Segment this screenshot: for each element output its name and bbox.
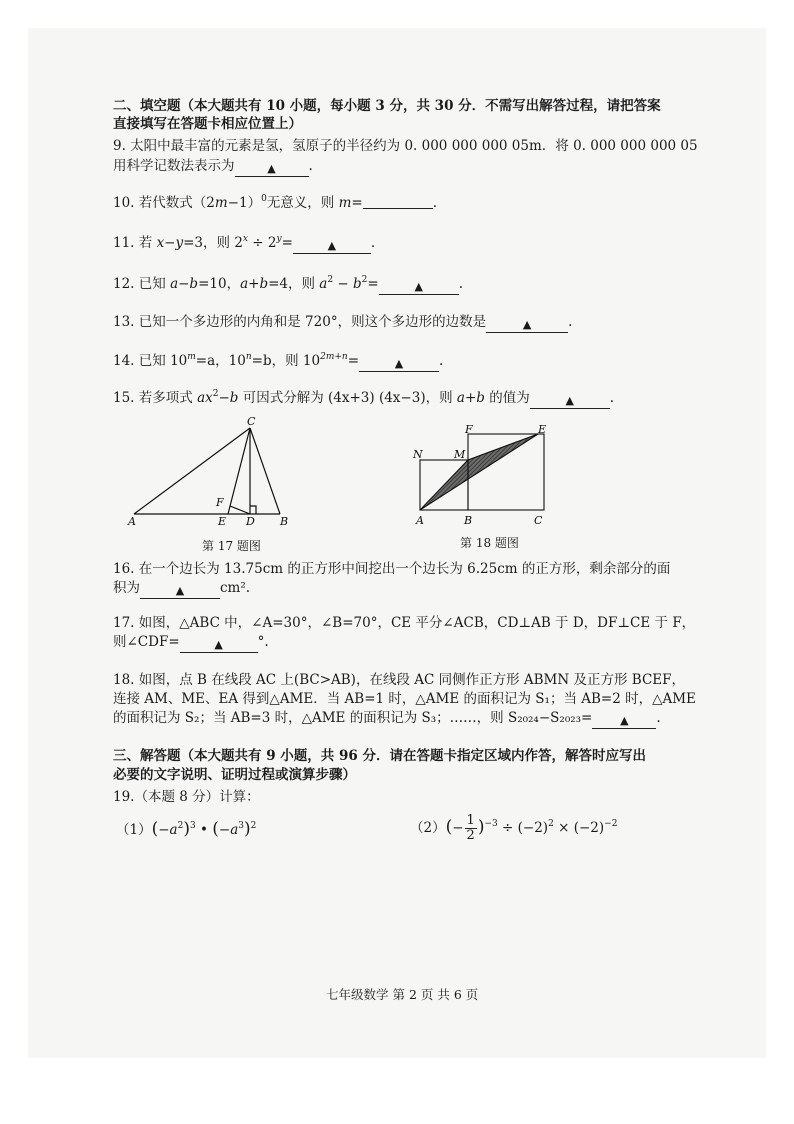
question-18-line1: 18. 如图，点 B 在线段 AC 上(BC>AB)，在线段 AC 同侧作正方形 ABMN 及正方形 BCEF，: [113, 672, 686, 688]
question-9-line2: 用科学记数法表示为 ▲ .: [113, 158, 313, 175]
svg-text:B: B: [464, 514, 473, 527]
question-9-line1: 9. 太阳中最丰富的元素是氢，氢原子的半径约为 0. 000 000 000 05m．将 0. 000 000 000 05: [113, 138, 698, 154]
exam-page: [28, 28, 766, 1058]
svg-text:C: C: [247, 415, 256, 428]
figure-17-caption: 第 17 题图: [202, 539, 261, 553]
svg-text:B: B: [280, 515, 289, 528]
svg-text:A: A: [128, 515, 136, 528]
answer-blank-18[interactable]: ▲: [592, 713, 656, 729]
answer-blank-14[interactable]: ▲: [359, 356, 439, 372]
svg-text:F: F: [465, 423, 473, 436]
section3-title: 三、解答题（本大题共有 9 小题，共 96 分．请在答题卡指定区域内作答，解答时应写出: [113, 748, 646, 764]
question-18-line3: 的面积记为 S₂；当 AB=3 时，△AME 的面积记为 S₃；……，则 S₂₀₂₄−S₂₀₂₃= ▲ .: [113, 710, 661, 727]
svg-text:E: E: [218, 515, 227, 528]
question-12: 12. 已知 a−b=10，a+b=4，则 $a^2 - b^2=$ ▲ .: [113, 275, 463, 293]
section3-title-line2: 必要的文字说明、证明过程或演算步骤）: [113, 767, 356, 783]
segment-ac: [134, 428, 250, 514]
svg-text:M: M: [454, 448, 466, 461]
question-17-line1: 17. 如图，△ABC 中，∠A=30°，∠B=70°，CE 平分∠ACB，CD⊥AB 于 D，DF⊥CE 于 F，: [113, 615, 696, 631]
figure-17: [126, 414, 296, 532]
svg-text:E: E: [538, 423, 547, 436]
answer-blank-12[interactable]: ▲: [379, 279, 459, 295]
segment-ce: [228, 428, 250, 514]
answer-blank-17[interactable]: ▲: [180, 637, 258, 653]
question-19-title: 19.（本题 8 分）计算：: [113, 789, 260, 805]
answer-blank-16[interactable]: ▲: [140, 583, 220, 599]
svg-text:D: D: [246, 515, 255, 528]
right-angle-mark-d: [250, 506, 256, 514]
section2-title-line2: 直接填写在答题卡相应位置上）: [113, 116, 302, 132]
question-16-line2: 积为 ▲ cm².: [113, 580, 251, 597]
question-10: 10. 若代数式$(2m-1)^0$无意义，则 m= .: [113, 194, 438, 211]
segment-df: [230, 506, 250, 514]
triangle-ame: [420, 434, 538, 510]
question-13: 13. 已知一个多边形的内角和是 720°，则这个多边形的边数是 ▲ .: [113, 314, 573, 331]
svg-text:A: A: [416, 514, 424, 527]
figure-18-caption: 第 18 题图: [460, 536, 519, 550]
section2-title: 二、填空题（本大题共有 10 小题，每小题 3 分，共 30 分．不需写出解答过程，请把答案: [113, 98, 661, 114]
answer-blank-10[interactable]: [363, 193, 433, 209]
segment-bc: [250, 428, 280, 514]
answer-blank-13[interactable]: ▲: [486, 317, 568, 333]
question-19-part1: $(1)(-a^2)^3$ • $(-a^3)^2$: [116, 819, 257, 839]
question-19-part2: （2）(− $\frac{1}{2}$ )$^{-3} \div (-2)^2 \times (-2)^{-2}$: [410, 813, 618, 843]
figure-18: [408, 422, 556, 530]
question-17-line2: 则∠CDF= ▲ °.: [113, 634, 269, 651]
svg-text:F: F: [216, 496, 224, 509]
question-15: 15. 若多项式 $ax^2-b$ 可因式分解为 (4x+3) (4x−3)，则 a+b 的值为 ▲ .: [113, 389, 614, 407]
answer-blank-9[interactable]: ▲: [235, 161, 309, 177]
answer-blank-15[interactable]: ▲: [530, 393, 610, 409]
question-16-line1: 16. 在一个边长为 13.75cm 的正方形中间挖出一个边长为 6.25cm 的正方形，剩余部分的面: [113, 561, 671, 577]
question-11: 11. 若 x−y=3，则 $2^x \div 2^y=$ ▲ .: [113, 234, 376, 252]
question-14: 14. 已知 $10^m=a$，$10^n=b$，则 $10^{2m+n}=$ ▲ .: [113, 352, 444, 370]
svg-text:C: C: [534, 514, 543, 527]
answer-blank-11[interactable]: ▲: [293, 238, 371, 254]
question-18-line2: 连接 AM、ME、EA 得到△AME．当 AB=1 时，△AME 的面积记为 S₁；当 AB=2 时，△AME: [113, 691, 696, 707]
svg-text:N: N: [413, 448, 423, 461]
page-footer: 七年级数学 第 2 页 共 6 页: [326, 987, 479, 1002]
